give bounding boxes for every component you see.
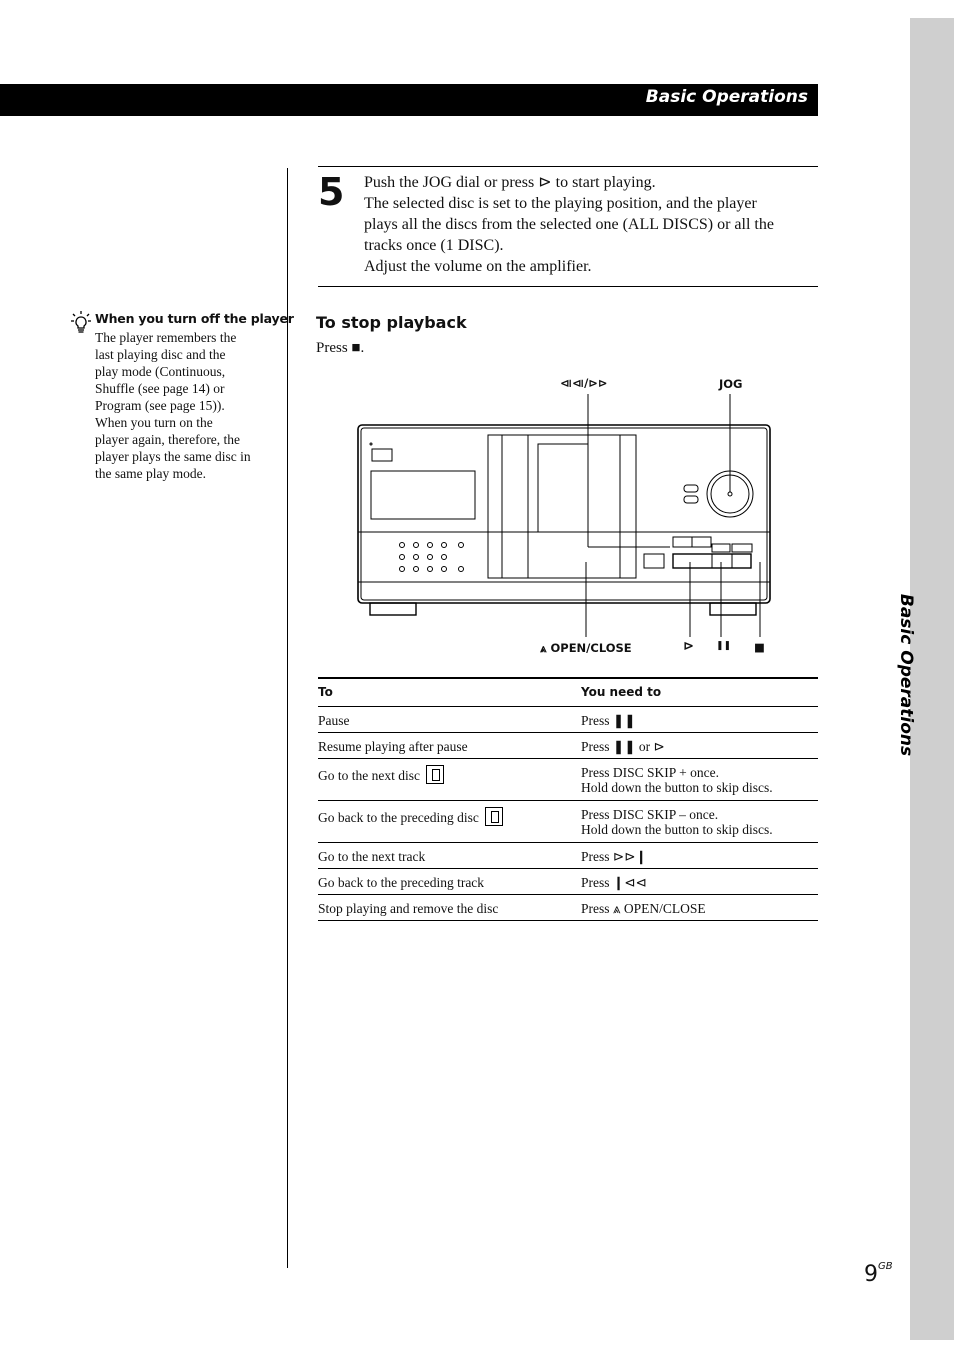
tip-line: play mode (Continuous,: [95, 364, 226, 379]
need-line: Press ❚❚: [581, 713, 636, 728]
need-line: Press ❚❚ or ⊳: [581, 739, 665, 754]
table-row: [318, 843, 818, 869]
step-line: Adjust the volume on the amplifier.: [364, 258, 592, 275]
page-number-value: 9: [864, 1262, 878, 1287]
table-cell-need: [581, 807, 773, 837]
table-cell-need: [581, 901, 706, 916]
table-header: [318, 677, 818, 707]
tip-line: Shuffle (see page 14) or: [95, 381, 225, 396]
page-number-suffix: GB: [878, 1260, 893, 1272]
subsection-heading: To stop playback: [316, 313, 467, 332]
table-cell-to: Go back to the preceding track: [318, 875, 485, 890]
step-top-rule: [318, 166, 818, 167]
disc-skip-icon: [426, 765, 444, 784]
need-line: Press DISC SKIP + once.: [581, 765, 719, 780]
table-row: [318, 869, 818, 895]
play-label: ⊳: [683, 639, 694, 654]
table-cell-need: [581, 875, 647, 890]
tip-line: player again, therefore, the: [95, 432, 241, 447]
need-line: Press ❙⊲⊲: [581, 875, 647, 890]
table-cell-to: Go to the next track: [318, 849, 426, 864]
table-row: [318, 733, 818, 759]
step-line: tracks once (1 DISC).: [364, 237, 504, 254]
lightbulb-icon: [70, 310, 92, 334]
need-line: Hold down the button to skip discs.: [581, 822, 773, 837]
open-close-label: ⩓ OPEN/CLOSE: [540, 641, 632, 655]
step-text: [364, 172, 814, 277]
table-cell-to: [318, 765, 444, 784]
column-divider: [287, 168, 288, 1268]
table-row: [318, 895, 818, 921]
row-label: Go to the next disc: [318, 768, 420, 783]
side-tab: [910, 18, 954, 1340]
table-cell-need: [581, 713, 636, 728]
operations-table: [318, 677, 818, 921]
tip-line: When you turn on the: [95, 415, 213, 430]
tip-line: the same play mode.: [95, 466, 206, 481]
table-cell-to: Stop playing and remove the disc: [318, 901, 499, 916]
table-header-to: To: [318, 685, 333, 699]
side-tab-label: Basic Operations: [896, 593, 916, 757]
row-label: Go back to the preceding disc: [318, 810, 479, 825]
table-row: [318, 801, 818, 843]
table-cell-to: Pause: [318, 713, 350, 728]
need-line: Press DISC SKIP – once.: [581, 807, 719, 822]
table-header-need: You need to: [581, 685, 662, 699]
step-line: plays all the discs from the selected one (ALL DISCS) or all the: [364, 216, 774, 233]
section-header-bar: [0, 84, 818, 116]
tip-line: player plays the same disc in: [95, 449, 251, 464]
step-bottom-rule: [318, 286, 818, 287]
cd-player-diagram: [340, 372, 800, 662]
table-cell-need: [581, 739, 665, 754]
subsection-text: Press ■.: [316, 340, 365, 356]
step-number: 5: [318, 170, 345, 214]
disc-skip-icon: [485, 807, 503, 826]
tip-line: last playing disc and the: [95, 347, 226, 362]
pause-label: ❚❚: [716, 641, 732, 651]
tip-heading: When you turn off the player: [95, 311, 294, 326]
need-line: Press ⊳⊳❙: [581, 849, 647, 864]
stop-label: ■: [754, 640, 765, 654]
tip-line: Program (see page 15)).: [95, 398, 225, 413]
step-line: The selected disc is set to the playing position, and the player: [364, 195, 757, 212]
jog-label: JOG: [719, 377, 743, 391]
page-number: [864, 1262, 893, 1287]
step-line: Push the JOG dial or press ⊳ to start playing.: [364, 174, 656, 191]
table-cell-to: [318, 807, 503, 826]
tip-line: The player remembers the: [95, 330, 237, 345]
table-row: [318, 759, 818, 801]
table-cell-to: Resume playing after pause: [318, 739, 468, 754]
cd-player-drawing: [340, 372, 800, 662]
need-line: Press ⩓ OPEN/CLOSE: [581, 901, 706, 916]
table-cell-need: [581, 765, 773, 795]
skip-buttons-label: ⧏⧏/⊳⊳: [560, 376, 608, 390]
section-title: Basic Operations: [645, 87, 808, 107]
table-cell-need: [581, 849, 647, 864]
tip-body: [95, 329, 275, 482]
need-line: Hold down the button to skip discs.: [581, 780, 773, 795]
table-row: [318, 707, 818, 733]
